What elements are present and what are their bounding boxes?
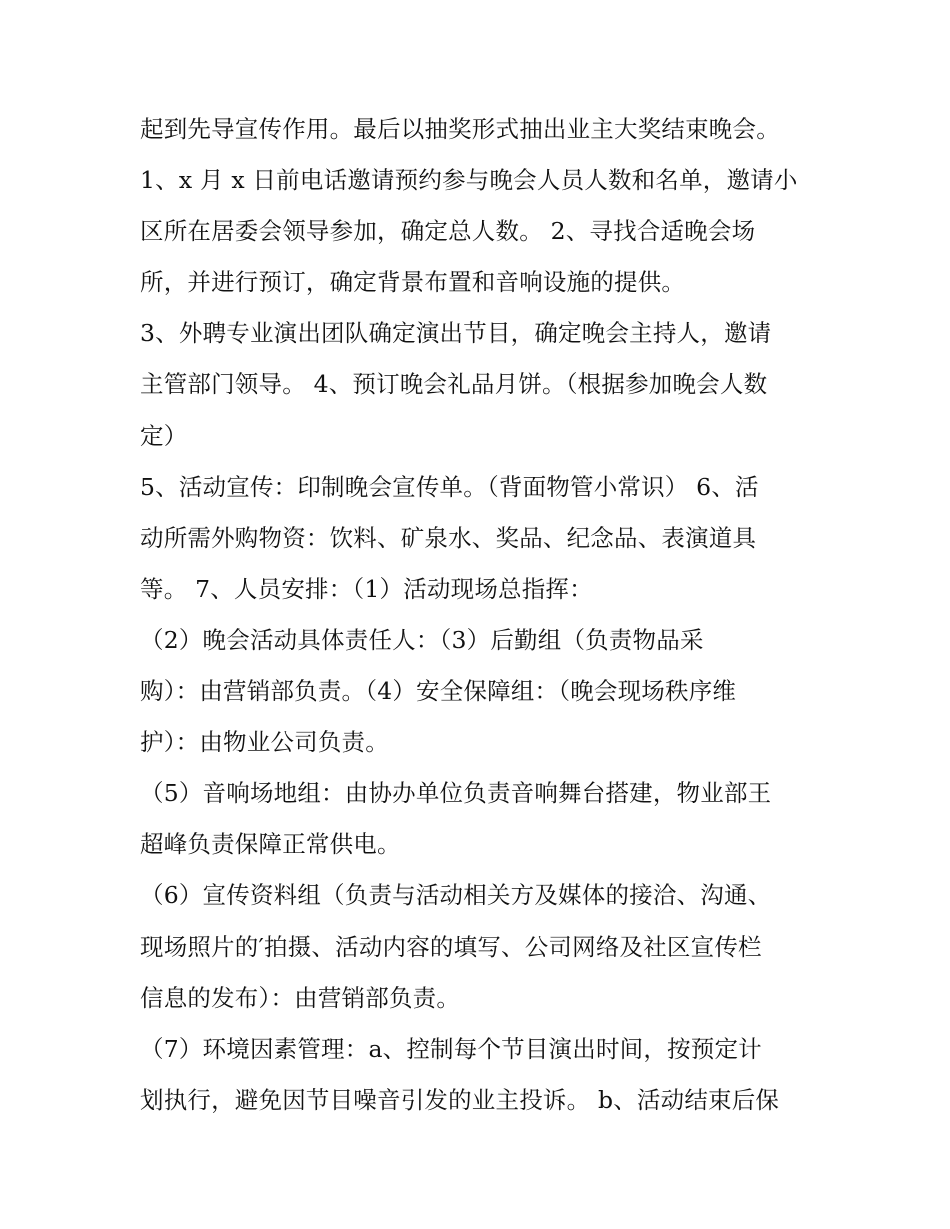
text-line: 起到先导宣传作用。最后以抽奖形式抽出业主大奖结束晚会。 [140, 115, 780, 143]
text-line: （7）环境因素管理：a、控制每个节目演出时间，按预定计 [140, 1034, 762, 1063]
text-line: 定） [140, 421, 188, 450]
text-line: 等。 7、人员安排：（1）活动现场总指挥： [140, 574, 593, 603]
text-line: 超峰负责保障正常供电。 [140, 830, 401, 859]
text-line: 区所在居委会领导参加，确定总人数。 2、寻找合适晚会场 [140, 217, 756, 246]
text-line: 5、活动宣传：印制晚会宣传单。（背面物管小常识） 6、活 [140, 472, 759, 501]
text-line: 护）：由物业公司负责。 [140, 728, 389, 757]
text-line: 划执行，避免因节目噪音引发的业主投诉。 b、活动结束后保 [140, 1085, 780, 1114]
text-line: 3、外聘专业演出团队确定演出节目，确定晚会主持人，邀请 [140, 319, 772, 348]
text-line: （5）音响场地组：由协办单位负责音响舞台搭建，物业部王 [140, 779, 772, 808]
text-line: 主管部门领导。 4、预订晚会礼品月饼。（根据参加晚会人数 [140, 370, 768, 399]
text-line: 信息的发布）：由营销部负责。 [140, 983, 461, 1012]
text-line: 所，并进行预订，确定背景布置和音响设施的提供。 [140, 268, 686, 297]
text-line: （2）晚会活动具体责任人：（3）后勤组（负责物品采 [140, 625, 704, 654]
text-line: （6）宣传资料组（负责与活动相关方及媒体的接洽、沟通、 [140, 881, 772, 910]
text-line: 购）：由营销部负责。（4）安全保障组：（晚会现场秩序维 [140, 677, 737, 706]
text-line: 动所需外购物资：饮料、矿泉水、奖品、纪念品、表演道具 [140, 523, 757, 552]
text-line: 1、x 月 x 日前电话邀请预约参与晚会人员人数和名单，邀请小 [140, 166, 798, 195]
document-body [140, 104, 820, 1126]
text-line: 现场照片的′拍摄、活动内容的填写、公司网络及社区宣传栏 [140, 932, 762, 961]
